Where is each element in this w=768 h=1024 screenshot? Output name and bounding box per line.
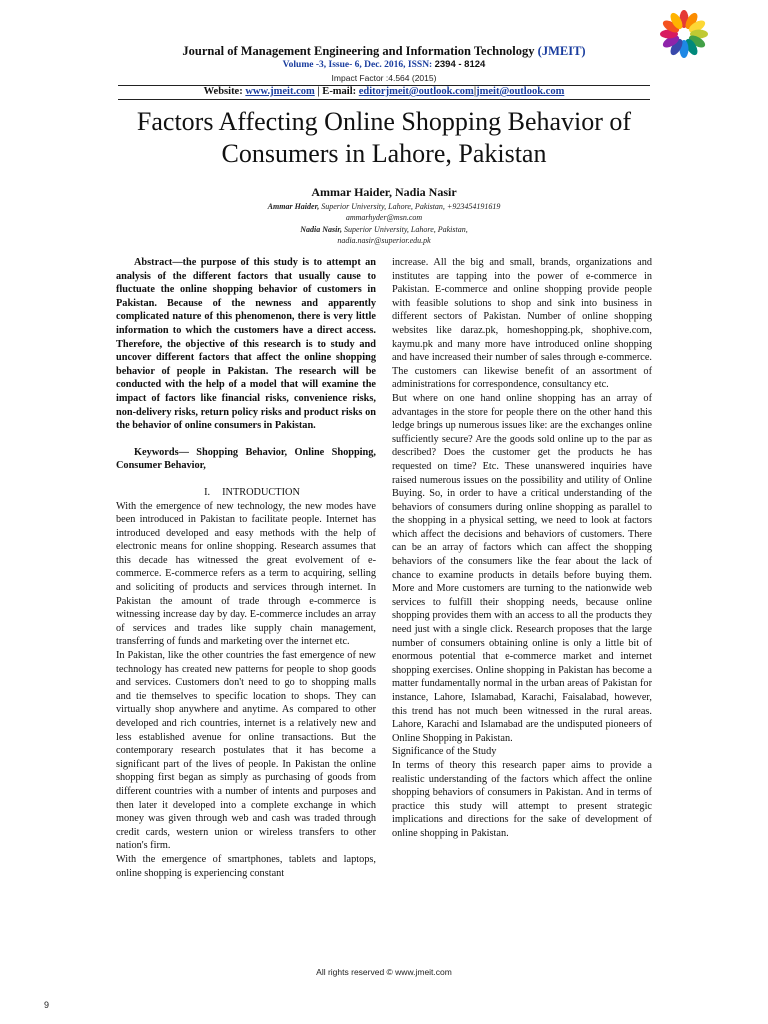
- volume-issue-line: [0, 59, 768, 70]
- affiliation-1-institution: Superior University, Lahore, Pakistan, +923454191619: [319, 202, 501, 211]
- footer-rights: All rights reserved © www.jmeit.com: [316, 967, 452, 977]
- paragraph: But where on one hand online shopping has an array of advantages in the store for people there on the other hand this ledge brings up numerous issues like: are the exchanges online sufficiently secure? Are the goods sold online up to the par as described? Does the customer get the products he has requested on time? Etc. These unanswered inquiries have raised numerous issues on the possibility and utility of Online Buying. So, in order to have a critical understanding of the behaviors of consumers during online shopping as parallel to the shopping in a physical setting, we need to look at factors which affect the decisions and behaviors of customers. There can be an array of factors which can affect the shopping behaviors of the consumers like the fear about the lack of chance to examine products in details before buying them. More and More customers are turning to the nationwide web services to fulfill their shopping needs, because online shopping provides them with an access to all the products they need just with a single click. Research proposes that the large number of consumers obtaining online is only a little bit of enormous potential that e-commerce market and internet shopping exercises. Online shopping in Pakistan has become a matter fundamentally normal in the urban areas of Pakistan for instance, Lahore, Islamabad, Karachi, Faisalabad, however, this trend has not much been witnessed in the rural areas. Lahore, Karachi and Islamabad are the undisputed pioneers of Online Shopping in Pakistan.: [392, 392, 652, 744]
- paragraph: increase. All the big and small, brands, organizations and institutes are tapping into the power of e-commerce in Pakistan. E-commerce and online shopping provide people with feasible solutions to shop and sink into business in different sectors of Pakistan. Number of online shopping websites like daraz.pk, homeshopping.pk, shophive.com, kaymu.pk and many more have introduced online shopping and have increased their number of sales through e-commerce. The customers can likewise benefit of an assortment of administrations for correspondence, consultancy etc.: [392, 257, 652, 391]
- section-title: INTRODUCTION: [222, 486, 300, 498]
- affiliation-1-email: ammarhyder@msn.com: [345, 213, 423, 222]
- email-label: | E-mail:: [314, 86, 359, 97]
- website-line: [0, 86, 768, 97]
- impact-factor: Impact Factor :4.564 (2015): [331, 73, 437, 83]
- subsection-heading-significance: Significance of the Study: [392, 746, 497, 758]
- paper-title: Factors Affecting Online Shopping Behavior of Consumers in Lahore, Pakistan: [136, 107, 632, 168]
- affiliation-2-email: nadia.nasir@superior.edu.pk: [337, 236, 431, 245]
- paragraph: With the emergence of new technology, the new modes have been introduced in Pakistan to facilitate people. Internet has introduced developed and easy methods with the help of electronic means for online shopping. Research assumes that this decade has witnessed the great evolvement of e-commerce. E-commerce refers as a term to acquiring, selling and soliciting of products and services through internet. In Pakistan the amount of trade through e-commerce is witnessing increase day by day. E-commerce includes an array of services and trades like supply chain management, transferring of funds and marketing over the internet etc.: [116, 500, 376, 648]
- paragraph: In Pakistan, like the other countries the fast emergence of new technology has created new patterns for people to shop goods and services. Customers don't need to go to shopping malls and tie themselves to specific location to shops. They can virtually shop anywhere and anytime. As compared to other developed and rich countries, internet is a relatively new and less established avenue for online transactions. But the contemporary research postulates that it has become a significant part of the lives of people. In Pakistan the online shopping first began as simply as purchasing of goods from different countries with a number of intents and purposes and then later it developed into a complete exchange in which money was given through web and cash was traded through credit cards, western union or wireless transfers to other nation's firm.: [116, 650, 376, 852]
- right-column: [392, 256, 652, 841]
- paragraph: With the emergence of smartphones, tablets and laptops, online shopping is experiencing constant: [116, 853, 376, 879]
- left-column: [116, 256, 376, 880]
- affiliation-2-name: Nadia Nasir,: [300, 225, 343, 234]
- journal-name: Journal of Management Engineering and Information Technology: [182, 44, 535, 58]
- journal-abbreviation: (JMEIT): [537, 44, 586, 58]
- paper-authors: Ammar Haider, Nadia Nasir: [311, 185, 457, 199]
- section-number: I.: [204, 486, 211, 498]
- paragraph: In terms of theory this research paper aims to provide a realistic understanding of the factors which affect the online shopping behaviors of consumers in Pakistan. And in terms of practice this study will attempt to present strategic implications and directions for the sake of development of online shopping in Pakistan.: [392, 759, 652, 839]
- affiliation-1-name: Ammar Haider,: [267, 202, 320, 211]
- page-number: 9: [44, 1000, 50, 1010]
- email-link-editor[interactable]: editorjmeit@outlook.com: [358, 86, 474, 97]
- volume-text: Volume -3, Issue- 6, Dec. 2016, ISSN:: [282, 60, 435, 70]
- email-link-jmeit[interactable]: jmeit@outlook.com: [476, 86, 565, 97]
- keywords: Keywords— Shopping Behavior, Online Shopping, Consumer Behavior,: [116, 446, 376, 472]
- section-heading-introduction: [116, 486, 376, 500]
- abstract: Abstract—the purpose of this study is to attempt an analysis of the different factors that usually cause to fluctuate the online shopping behavior of customers in Pakistan. Because of the newness and apparently complicated nature of this phenomenon, there is very little information to which the customers have a direct access. Therefore, the objective of this research is to study and uncover different factors that affect the online shopping behavior of people in Pakistan. The research will be conducted with the help of a model that will examine the impact of factors like financial risks, convenience risks, non-delivery risks, return policy risks and product risks on the behavior of online consumers in Pakistan.: [116, 257, 376, 432]
- affiliation-2-institution: Superior University, Lahore, Pakistan,: [342, 225, 468, 234]
- email-separator: |: [473, 86, 477, 97]
- website-label: Website:: [203, 86, 246, 97]
- affiliation-2: [0, 225, 768, 234]
- journal-title: [0, 44, 768, 59]
- affiliation-1: [0, 202, 768, 211]
- header-rule-bottom: [118, 99, 650, 100]
- issn-number: 2394 - 8124: [434, 59, 486, 70]
- website-link[interactable]: www.jmeit.com: [245, 86, 315, 97]
